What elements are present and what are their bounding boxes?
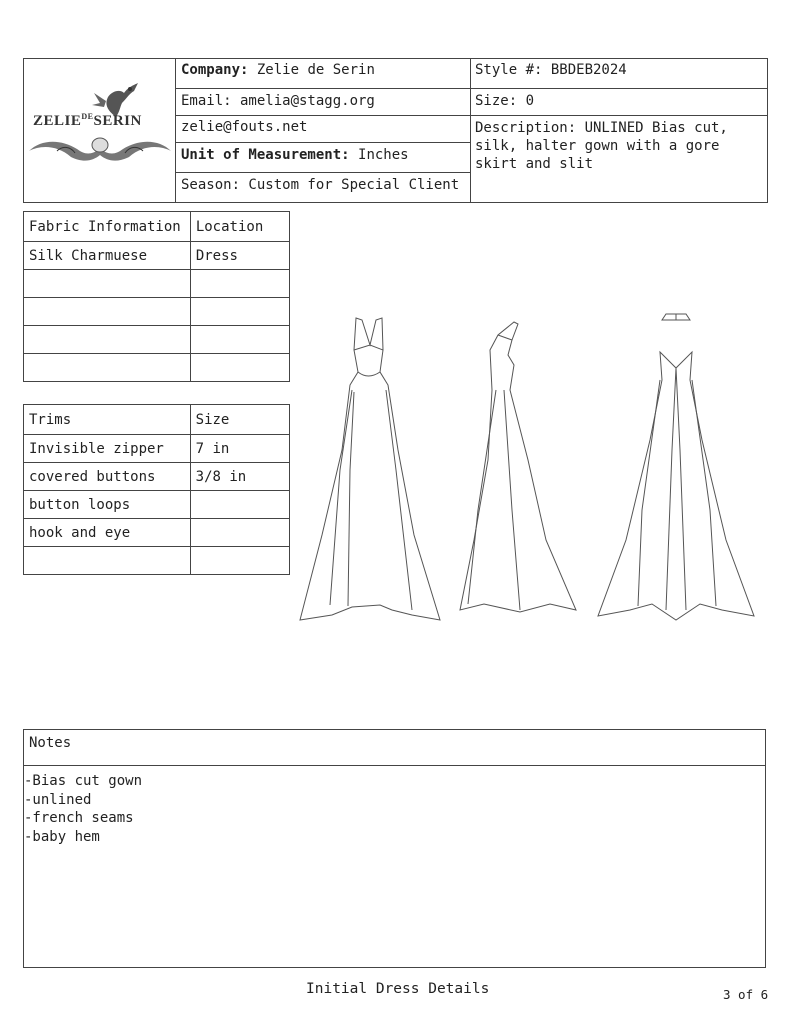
trim-cell: hook and eye xyxy=(24,519,191,547)
email2-value: zelie@fouts.net xyxy=(181,119,308,135)
back-view-sketch xyxy=(598,314,754,620)
company-cell xyxy=(176,58,471,89)
location-cell xyxy=(190,326,289,354)
description-cell xyxy=(470,115,768,203)
email2-cell xyxy=(176,115,471,143)
ornament-icon xyxy=(27,135,173,165)
trim-size-cell xyxy=(190,519,289,547)
table-row xyxy=(24,326,290,354)
size-cell xyxy=(470,88,768,116)
location-cell xyxy=(190,270,289,298)
logo-text-de: DE xyxy=(81,112,94,121)
fabric-cell xyxy=(24,270,191,298)
trim-size-cell xyxy=(190,547,289,575)
table-row xyxy=(24,547,290,575)
table-row xyxy=(24,463,290,491)
fabric-header-location: Location xyxy=(190,212,289,242)
location-cell xyxy=(190,354,289,382)
location-cell xyxy=(190,298,289,326)
fabric-cell xyxy=(24,354,191,382)
trims-header-row xyxy=(24,405,290,435)
dress-sketches xyxy=(292,310,762,630)
front-view-sketch xyxy=(300,318,440,620)
page-number: 3 of 6 xyxy=(723,987,769,1002)
fabric-cell xyxy=(24,326,191,354)
size-value: Size: 0 xyxy=(475,93,535,109)
logo-text-1: ZELIE xyxy=(33,113,82,129)
uom-label: Unit of Measurement: xyxy=(181,147,350,163)
trim-size-cell xyxy=(190,491,289,519)
location-cell: Dress xyxy=(190,242,289,270)
company-label: Company: xyxy=(181,62,249,78)
trim-size-cell: 7 in xyxy=(190,435,289,463)
trim-cell: button loops xyxy=(24,491,191,519)
footer-title: Initial Dress Details xyxy=(306,981,490,997)
uom-value: Inches xyxy=(358,147,409,163)
trims-header-name: Trims xyxy=(24,405,191,435)
note-line: -baby hem xyxy=(24,828,100,845)
description-value: Description: UNLINED Bias cut, silk, halter gown with a gore skirt and slit xyxy=(475,120,728,172)
note-line: -french seams xyxy=(24,810,134,826)
notes-title: Notes xyxy=(24,730,765,766)
fabric-header-row xyxy=(24,212,290,242)
table-row xyxy=(24,435,290,463)
trim-cell xyxy=(24,547,191,575)
season-value: Season: Custom for Special Client xyxy=(181,177,460,193)
style-value: Style #: BBDEB2024 xyxy=(475,62,627,78)
logo-text-2: SERIN xyxy=(93,113,142,129)
uom-cell xyxy=(176,142,471,173)
table-row xyxy=(24,270,290,298)
trims-table xyxy=(23,404,290,575)
style-cell xyxy=(470,58,768,89)
side-view-sketch xyxy=(460,322,576,612)
trim-cell: covered buttons xyxy=(24,463,191,491)
notes-box xyxy=(23,729,766,968)
email-value: Email: amelia@stagg.org xyxy=(181,93,375,109)
note-line: -unlined xyxy=(24,791,92,808)
fabric-cell: Silk Charmuese xyxy=(24,242,191,270)
fabric-cell xyxy=(24,298,191,326)
trims-header-size: Size xyxy=(190,405,289,435)
trim-cell: Invisible zipper xyxy=(24,435,191,463)
note-line: -Bias cut gown xyxy=(24,773,143,789)
notes-body xyxy=(24,772,142,846)
email-cell xyxy=(176,88,471,116)
season-cell xyxy=(176,172,471,203)
table-row xyxy=(24,519,290,547)
company-value: Zelie de Serin xyxy=(256,62,375,78)
fabric-table xyxy=(23,211,290,382)
table-row xyxy=(24,354,290,382)
table-row xyxy=(24,298,290,326)
table-row xyxy=(24,491,290,519)
table-row xyxy=(24,242,290,270)
trim-size-cell: 3/8 in xyxy=(190,463,289,491)
fabric-header-info: Fabric Information xyxy=(24,212,191,242)
logo xyxy=(24,59,176,202)
